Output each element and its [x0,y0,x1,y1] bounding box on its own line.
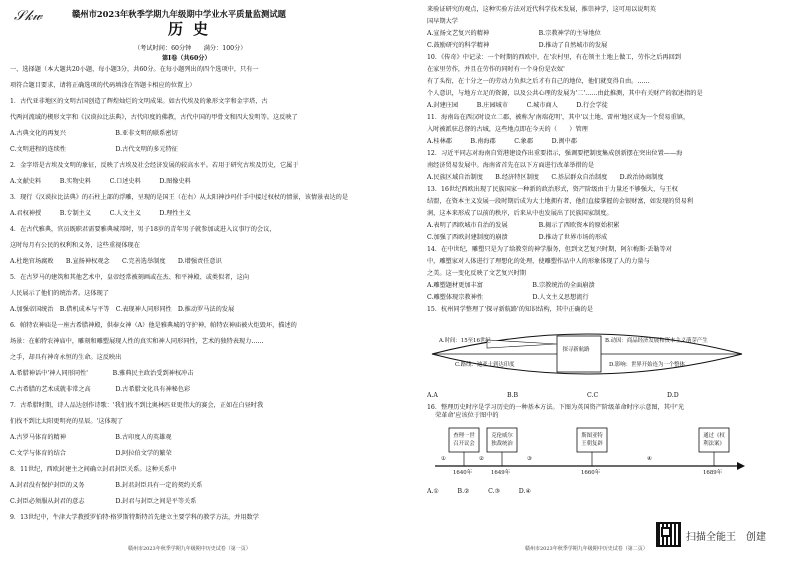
timeline-marker-1: ① [441,456,446,462]
q15-answer-c: C.C [587,392,599,399]
right-text-line-7: 有了头衔，在十分之一的劳动力负担之后才有自己的地位，他们就变得自由。…… [427,78,650,85]
right-text-line-11: 入时被派驻总督的古城，这些地点即在今天的（ ）管理 [427,126,588,133]
left-text-line-25: C.文学与体育的结合 D.阿拉伯文学的繁荣 [10,450,172,457]
left-text-line-23: 们找不到比太阳更明亮的星辰。'这体现了 [10,418,124,425]
right-text-line-12: A.桂林郡 B.南海郡 C.象郡 D.闽中郡 [427,138,577,145]
q16-line-2: 荣革命'应该位于图中的 [435,412,499,419]
exam-info: （考试时间：60分钟 满分：100分） [134,45,247,52]
right-text-line-13: 12．习近平同志对海南自贸港建设作出重要指示，强调要把制度集成创新摆在突出位置——海 [427,150,683,157]
left-text-line-27: A.封君没有保护封臣的义务 B.封君封臣具有一定的契约关系 [10,482,203,489]
left-text-line-1: 一、选择题（本大题共20小题，每小题3分，共60分。在每小题列出的四个选项中，只有一 [10,66,259,73]
part1-header: 第Ⅰ卷（共60分） [162,55,211,62]
left-text-line-3: 1．古代亚非地区的文明古国创造了辉煌灿烂的文明成果。如古代埃及的象形文字和金字塔，古 [10,98,268,105]
left-text-line-13: A.杜绝官场腐败 B.宣扬神权观念 C.完善选举制度 D.增强责任意识 [10,258,222,265]
timeline-box-4: 通过《权利法案》 [703,433,725,447]
left-text-line-12: 这时每月有公民的权利和义务，这些重视体现在 [10,242,140,249]
left-text-line-22: 7．古希腊时期，诗人品达创作诗歌：'我们找不到比奥林匹亚更伟大的赛会，正如在白昼时我 [10,402,264,409]
q15-answer-b: B.B [507,392,519,399]
left-text-line-2: 项符合题目要求，请将正确选项的代码填涂在答题卡相应的位置上） [10,82,196,89]
left-text-line-20: A.希腊神话中'神人同形同性' B.雅典民主政治受到神权冲击 [10,370,194,377]
timeline-year-2: 1649年 [491,470,511,476]
left-text-line-21: C.古希腊的艺术成就非常之高 D.古希腊文化具有神秘色彩 [10,386,191,393]
exam-page-right [397,0,794,561]
qr-code-icon [656,522,681,547]
right-text-line-8: 个人意识，与地方立足的资源，以及公共心理的发展为'二'……由此推测，其中有关财产的叙述指的是 [427,90,703,97]
timeline-year-1: 1640年 [453,470,473,476]
left-text-line-17: 6．帕特农神庙是一座古希腊神殿，供奉女神（A）他是雅典城的守护神，帕特农神庙被火炬毁坏，描述的 [10,322,297,329]
left-text-line-15: 人民展示了他们的统治者。这体现了 [10,290,109,297]
right-text-line-9: A.封建庄园 B.庄园城市 C.城市商人 D.行会学徒 [427,102,608,109]
right-text-line-16: 13．16世纪西欧出现了民族国家一种新的政治形式，资产阶级由于力量还不够强大，与王权 [427,186,678,193]
timeline-year-3: 1660年 [581,470,601,476]
left-text-line-11: 4．在古代雅典，官员既职君需要雅典城邦时，男子18岁的青年男子就参加或进入议事厅的会议， [10,226,276,233]
left-text-line-18: 场景：在帕特农神庙中，雕刻和雕塑展现人性的真实和神人同形同性，艺术的独特表现力…… [10,338,264,345]
left-text-line-6: C.文明进程的连续性 D.古代文明的多元特征 [10,146,178,153]
left-text-line-26: 8．11世纪，西欧封建主之间确立封君封臣关系。这种关系中 [10,466,177,473]
timeline-marker-3: ③ [527,456,532,462]
left-text-line-19: 之手，却具有神奇永恒的生命。这反映出 [10,354,122,361]
scanner-watermark: 扫描全能王 创建 [686,532,766,543]
right-text-line-15: A.民族区域自治制度 B.经济特区制度 C.基层群众自治制度 D.政治协商制度 [427,174,664,181]
subject-title: 历史 [168,20,219,38]
new-route-diagram [427,318,747,390]
timeline-marker-4: ④ [647,456,652,462]
right-text-line-10: 11．海南岛在西汉时设立二郡，被称为'南端花明'，其中'以土地、雷州'地区成为一个贸易重镇， [427,114,690,121]
left-text-line-7: 2．金字塔是古埃及文明的象征，反映了古埃及社会经济发展的较高水平。若用于研究古埃及历史，它属于 [10,162,299,169]
right-text-line-23: 之美。这一变化反映了文艺复兴时期 [427,270,526,277]
right-text-line-22: 中，雕塑家对人体进行了理想化的处理，使雕塑作品中人的形象体现了人的力量与 [427,258,650,265]
right-text-line-19: A.表明了西欧城市自治的发展 B.揭示了西欧资本的原始积累 [427,222,620,229]
timeline-marker-2: ② [479,456,484,462]
left-text-line-24: A.古罗马体育的精神 B.古印度人的英雄观 [10,434,172,441]
diagram-d: D.影响：世界开始连为一个整体 [609,362,685,368]
left-text-line-10: A.君权神授 B.专制主义 C.人文主义 D.理性主义 [10,210,191,217]
right-text-line-20: C.加强了西欧封建制度的崩溃 D.推动了世界市场的形成 [427,234,608,241]
right-text-line-6: 在家里劳作，并且在劳作的同时有一个身份是农奴' [427,66,565,73]
diagram-c: C.路线：迪亚士到达印度 [455,362,515,368]
right-text-line-21: 14．在中世纪，雕塑只是为了给教堂的神学服务，但到文艺复兴时期，阿尔梅斯·丢勒等对 [427,246,672,253]
handwritten-signature: 𝒮𝓀𝓌 [14,8,43,24]
right-text-line-25: C.雕塑体现宗教神性 D.人文主义思想流行 [427,294,589,301]
q15-answer-a: A.A [427,392,438,399]
q15-answer-d: D.D [667,392,679,399]
left-text-line-9: 3．现行《汉谟拉比法典》的石柱上部的浮雕，呈现的是国王（在右）从太阳神沙玛什手中接过权杖的情景，该情景表达的是 [10,194,349,201]
left-text-line-8: A.文献史料 B.实物史料 C.口述史料 D.图像史料 [10,178,191,185]
diagram-center-label: 探寻新航路 [562,347,590,353]
right-text-line-14: 南经济贸易发展中。海南省首先在以下方面进行改革举措的是 [427,162,595,169]
right-text-line-5: 10．《传奇》中记录：一个时期的西欧中，在'农村里，有在领主土地上做工，劳作之后再回到 [427,54,681,61]
timeline-box-3: 斯图亚特王朝复辟 [581,433,603,447]
exam-header-title: 赣州市2023年秋季学期九年级期中学业水平质量监测试题 [72,9,286,19]
diagram-a: A.时间：15至16世纪 [439,338,491,344]
left-text-line-28: C.封臣必须服从封君的意志 D.封君与封臣之间是平等关系 [10,498,197,505]
left-text-line-5: A.古典文化的再复兴 B.亚非文明的联系密切 [10,130,178,137]
q16-line-1: 16．整理历史时序是学习历史的一种基本方法。下图为英国资产阶级革命时序示意图，其中'光 [427,404,685,411]
timeline-box-1: 查理一世召开议会 [453,433,475,447]
right-text-line-2: 国早期大学 [427,18,458,25]
right-text-line-17: 结盟，在资本主义发展一段时期后成为大土地拥有者，他们直接掌握的金银财富，如发现的贸易利 [427,198,694,205]
right-text-line-3: A.宣扬文艺复兴的精神 B.宗教神学的主导地位 [427,30,601,37]
left-footer: 赣州市2023年秋季学期九年级期中历史试卷（第一页） [128,546,251,552]
right-text-line-18: 润，这本来形成了以前的秩序，后来从中也发展出了民族国家制度。 [427,210,613,217]
left-text-line-14: 5．在古罗马的建筑和其他艺术中，皇帝经常被刻画或在杰、和平神殿、或类似者，这向 [10,274,250,281]
diagram-b: B.动因：商品经济发展和资本主义萌芽产生 [605,338,708,344]
timeline-year-4: 1689年 [703,470,723,476]
timeline-box-2: 克伦威尔独裁统治 [491,433,513,447]
left-text-line-4: 代两河流域的楔形文字和《汉谟拉比法典》，古代印度的佛教，古代中国的甲骨文和四大发明等。这反映了 [10,114,298,121]
right-text-line-4: C.鼓励研究的科学精神 D.推动了自然城市的发展 [427,42,608,49]
q16-options: A.① B.② C.③ D.④ [427,488,532,495]
right-text-line-24: A.雕塑题材更加丰富 B.宗教统治的全面崩溃 [427,282,595,289]
left-text-line-29: 9．13世纪中，牛津大学教授罗伯特·格罗斯特斯特首先建立主要学科的教学方法，并用数学 [10,514,259,521]
right-text-line-26: 15．杭州同学整理了'探寻新航路'的知识结构，其中正确的是 [427,306,593,313]
right-footer: 赣州市2023年秋季学期九年级期中历史试卷（第二页） [525,546,648,552]
left-text-line-16: A.加强帝国统治 B.借机成本与平等 C.表现神人同形同性 D.推动罗马法的发展 [10,306,235,313]
right-text-line-1: 来验证研究的观点，这种实验方法对近代科学技术发展，推崇神学，这可用以说明英 [427,6,656,13]
